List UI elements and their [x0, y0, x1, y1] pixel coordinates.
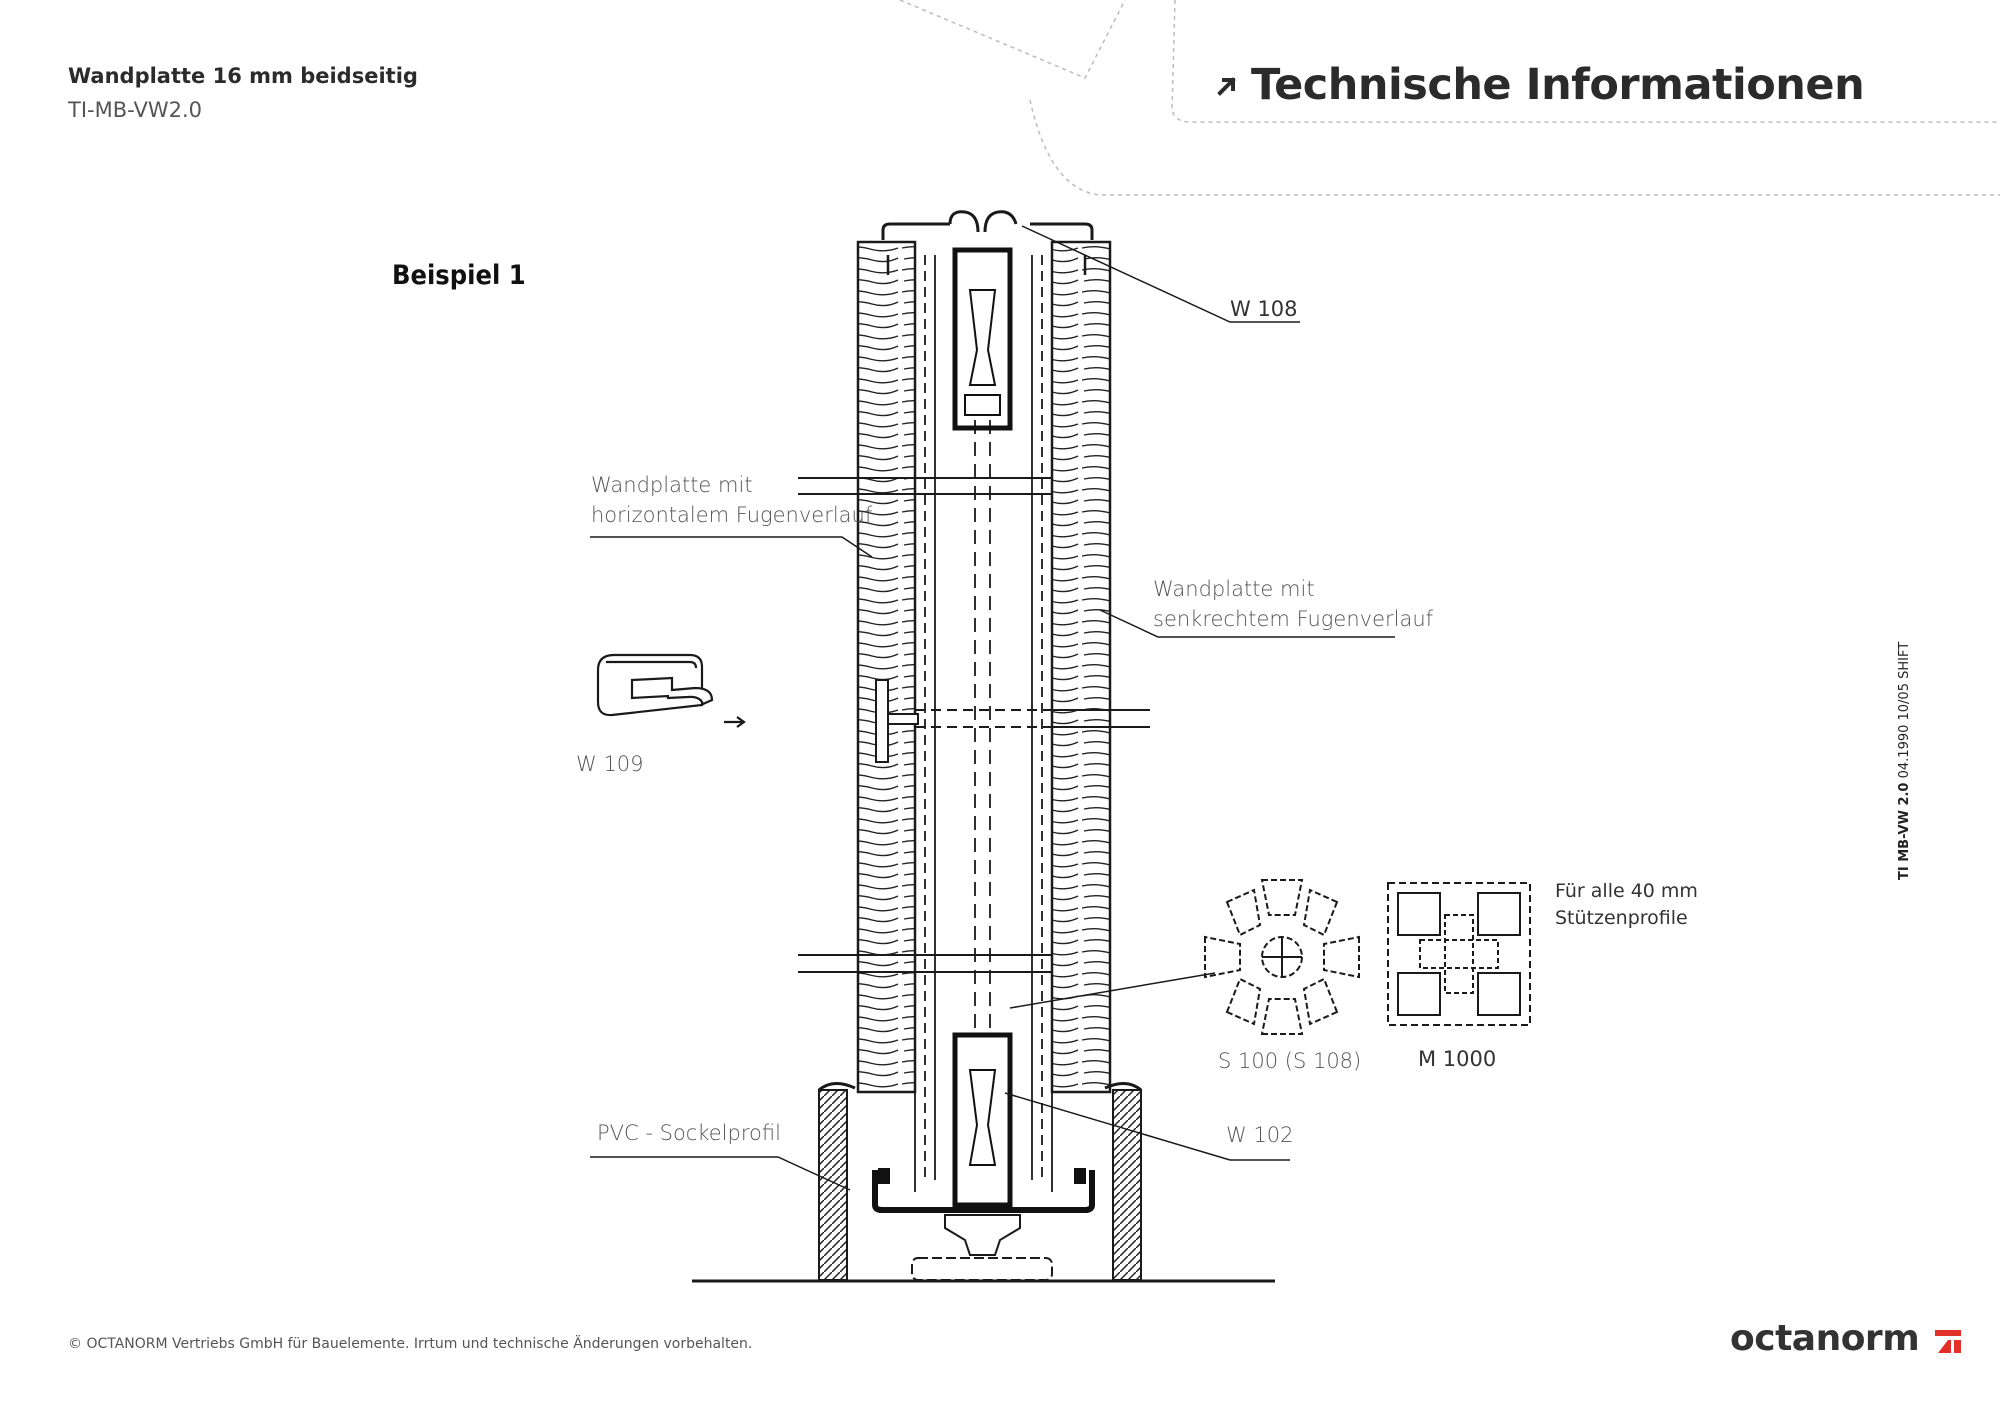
side-code-rest: 04.1990 10/05 SHIFT [1897, 641, 1912, 779]
brand-logo [1730, 1318, 1961, 1359]
label-wand-senkrecht-2: senkrechtem Fugenverlauf [1153, 607, 1434, 631]
label-fuer-alle-2: Stützenprofile [1555, 907, 1688, 929]
octanorm-logo-icon [1935, 1327, 1961, 1353]
label-wand-horizontal-1: Wandplatte mit [591, 473, 753, 497]
m1000-profile-drawing [1388, 883, 1530, 1025]
document-code: TI-MB-VW2.0 [68, 98, 202, 122]
decorative-lines [900, 0, 2000, 195]
example-title: Beispiel 1 [392, 260, 526, 291]
side-code-bold: TI MB-VW 2.0 [1897, 782, 1912, 880]
label-w108: W 108 [1230, 297, 1298, 321]
side-document-code [1897, 642, 1912, 880]
document-title: Wandplatte 16 mm beidseitig [68, 64, 418, 88]
w109-clip-drawing [598, 655, 744, 727]
s100-profile-drawing [1205, 880, 1359, 1034]
label-s100: S 100 (S 108) [1218, 1049, 1362, 1073]
left-wall-panel [858, 242, 915, 1092]
label-pvc-sockelprofil: PVC - Sockelprofil [597, 1121, 781, 1145]
label-fuer-alle-1: Für alle 40 mm [1555, 880, 1698, 902]
right-wall-panel [1052, 242, 1110, 1092]
brand-name: octanorm [1730, 1318, 1920, 1359]
label-wand-senkrecht-1: Wandplatte mit [1153, 577, 1315, 601]
label-m1000: M 1000 [1418, 1047, 1497, 1071]
footer-copyright: © OCTANORM Vertriebs GmbH für Bauelemente. Irrtum und technische Änderungen vorbehalten. [68, 1336, 753, 1352]
section-title-text: Technische Informationen [1251, 60, 1865, 110]
label-wand-horizontal-2: horizontalem Fugenverlauf [591, 503, 873, 527]
label-w102: W 102 [1226, 1123, 1294, 1147]
label-w109: W 109 [576, 752, 644, 776]
